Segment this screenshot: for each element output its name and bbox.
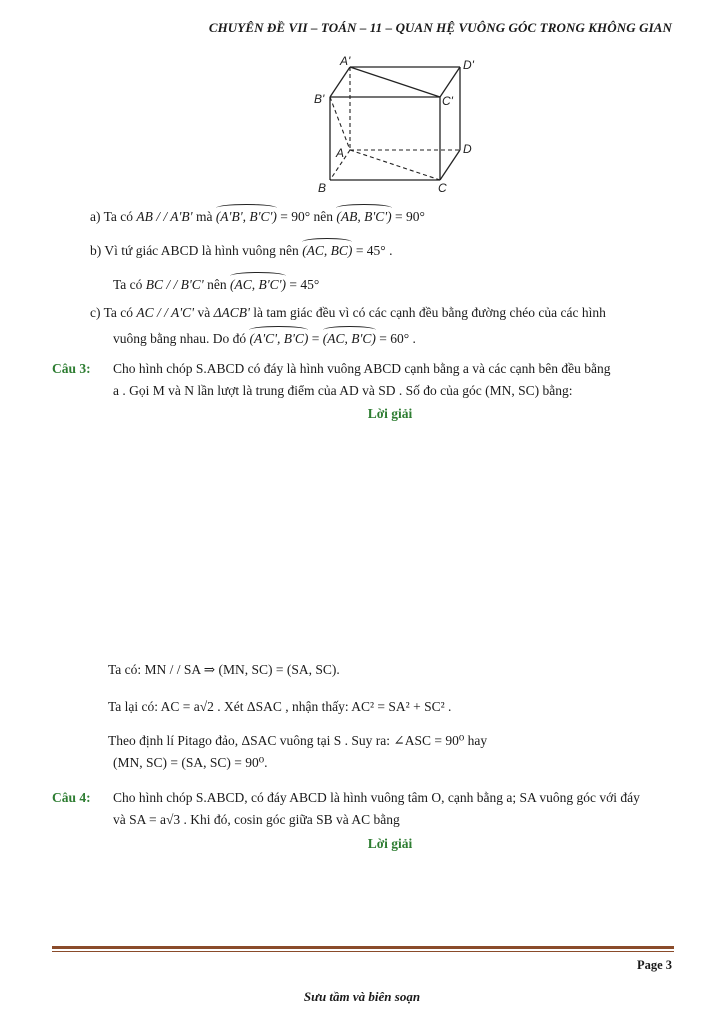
part-a: a) Ta có AB / / A'B' mà (A'B', B'C') = 90° nên (AB, B'C') = 90° <box>90 206 425 225</box>
question-4-label: Câu 4: <box>52 790 91 805</box>
part-b-2: Ta có BC / / B'C' nên (AC, B'C') = 45° <box>113 274 319 293</box>
question-3-line-1: Cho hình chóp S.ABCD có đáy là hình vuông ABCD cạnh bằng a và các cạnh bên đều bằng <box>113 361 611 376</box>
question-3-line-2: a . Gọi M và N lần lượt là trung điểm của AD và SD . Số đo của góc (MN, SC) bằng: <box>113 383 573 398</box>
question-3-solution-3: Theo định lí Pitago đảo, ΔSAC vuông tại S . Suy ra: ∠ASC = 90⁰ hay <box>108 733 488 748</box>
label-B1: B' <box>314 92 325 106</box>
question-4-solution-heading: Lời giải <box>367 836 413 851</box>
question-3-solution-2: Ta lại có: AC = a√2 . Xét ΔSAC , nhận thấy: AC² = SA² + SC² . <box>108 699 452 714</box>
label-A1: A' <box>340 55 351 68</box>
question-3-solution-4: (MN, SC) = (SA, SC) = 90⁰. <box>113 755 268 770</box>
question-3-solution-1: Ta có: MN / / SA ⇒ (MN, SC) = (SA, SC). <box>108 662 340 677</box>
label-C1: C' <box>442 94 453 108</box>
question-4-line-1: Cho hình chóp S.ABCD, có đáy ABCD là hình vuông tâm O, cạnh bằng a; SA vuông góc với đáy <box>113 790 640 805</box>
question-3-label: Câu 3: <box>52 361 91 376</box>
footer-rule-thin <box>52 951 674 952</box>
footer-text: Sưu tầm và biên soạn <box>303 989 421 1004</box>
label-C: C <box>438 181 447 195</box>
question-3-solution-heading: Lời giải <box>367 406 413 421</box>
part-c-1: c) Ta có AC / / A'C' và ΔACB' là tam giác đều vì có các cạnh đều bằng đường chéo của các hình <box>90 305 606 320</box>
question-4-line-2: và SA = a√3 . Khi đó, cosin góc giữa SB và AC bằng <box>113 812 400 827</box>
part-b: b) Vì tứ giác ABCD là hình vuông nên (AC, BC) = 45° . <box>90 240 392 259</box>
footer-rule <box>52 946 674 949</box>
label-A: A <box>336 146 345 160</box>
cube-figure <box>310 55 480 195</box>
part-c-2: vuông bằng nhau. Do đó (A'C', B'C) = (AC, B'C) = 60° . <box>113 328 416 347</box>
label-D1: D' <box>463 58 474 72</box>
label-D: D <box>463 142 472 156</box>
label-B: B <box>318 181 327 195</box>
page-number: Page 3 <box>636 958 672 972</box>
page-header: CHUYÊN ĐỀ VII – TOÁN – 11 – QUAN HỆ VUÔNG GÓC TRONG KHÔNG GIAN <box>208 20 672 35</box>
